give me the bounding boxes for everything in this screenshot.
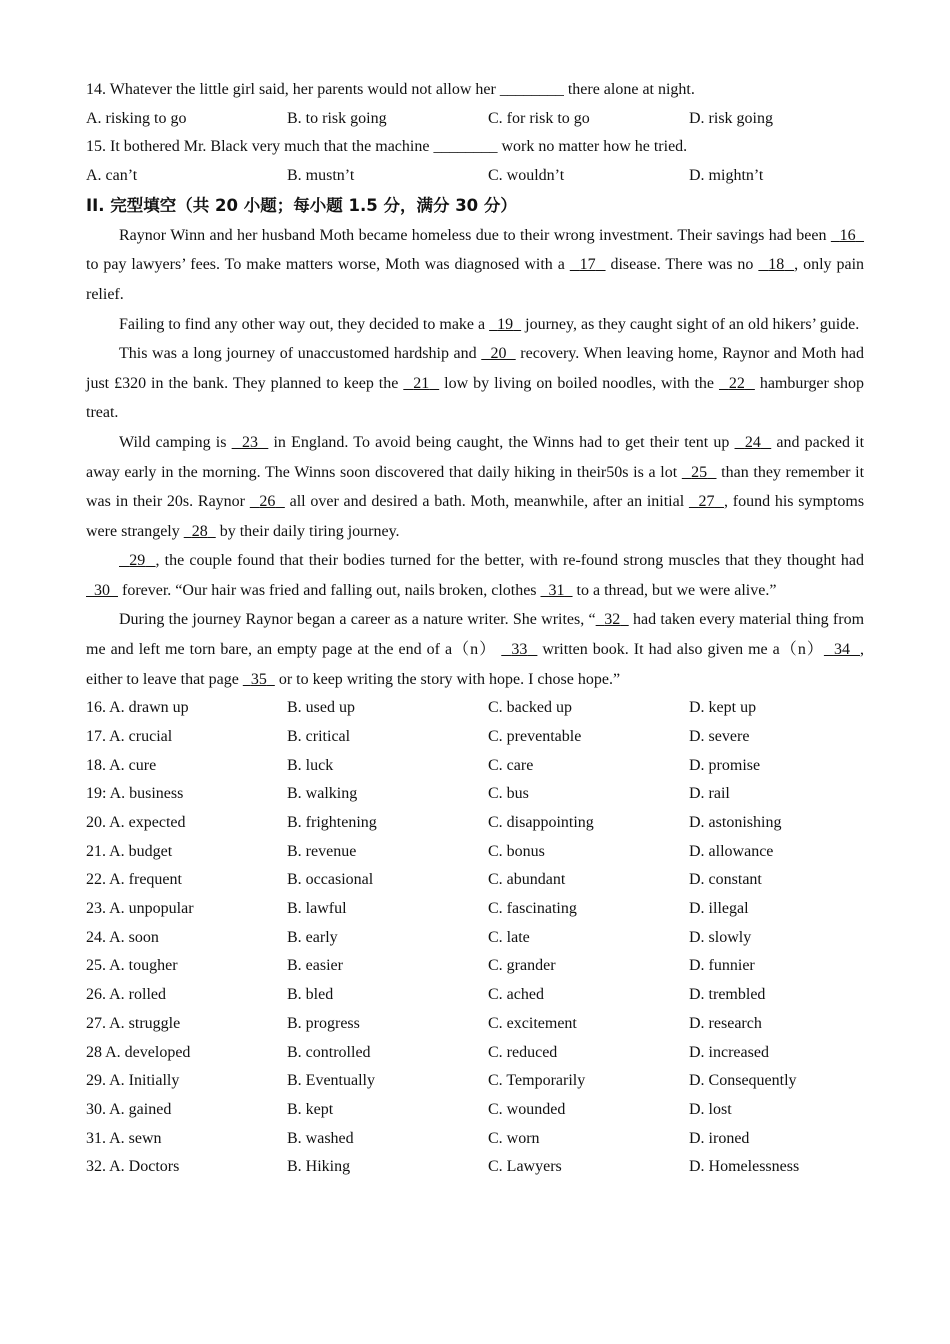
blank-29: 29 [129, 552, 146, 570]
blank-21: 21 [413, 374, 430, 392]
choice-row: 30. A. gained B. kept C. wounded D. lost [86, 1100, 732, 1118]
blank-28: 28 [191, 522, 208, 540]
blank-32: 32 [604, 611, 621, 629]
choice-row: 20. A. expected B. frightening C. disappointing D. astonishing [86, 814, 782, 831]
option-b: B. to risk going [287, 109, 387, 127]
option-c: C. for risk to go [488, 109, 590, 127]
option-d: D. mightn’t [689, 167, 764, 185]
blank-34: 34 [833, 641, 850, 659]
option-c: C. wouldn’t [488, 167, 565, 185]
choice-row: 21. A. budget B. revenue C. bonus D. allowance [86, 842, 774, 860]
choice-row: 28 A. developed B. controlled C. reduced D. increased [86, 1043, 769, 1061]
blank-23: 23 [241, 433, 258, 451]
option-a: A. can’t [86, 167, 138, 185]
choice-row: 25. A. tougher B. easier C. grander D. funnier [86, 957, 755, 975]
option-a: A. risking to go [86, 109, 187, 127]
passage-paragraph-4: Wild camping is 23 in England. To avoid being caught, the Winns had to get their tent up 24 and packed it away early in the morning. The Winns soon discovered that daily hiking in their50s is a lot 25 than they remember it was in their 20s. Raynor 26 all over and desired a bath. Moth, meanwhile, after an initial 27 , found his symptoms were strangely 28 by their daily tiring journey. [86, 433, 865, 540]
option-d: D. risk going [689, 109, 773, 127]
blank-24: 24 [744, 433, 761, 451]
question-15-stem: 15. It bothered Mr. Black very much that the machine ________ work no matter how he tried. [86, 138, 688, 156]
passage-paragraph-2: Failing to find any other way out, they decided to make a 19 journey, as they caught sight of an old hikers’ guide. [119, 315, 860, 333]
passage-paragraph-1: Raynor Winn and her husband Moth became homeless due to their wrong investment. Their savings had been 16 to pay lawyers’ fees. To make matters worse, Moth was diagnosed with a 17 disease. There was no 18 , only pain relief. [86, 226, 865, 303]
blank-26: 26 [259, 493, 276, 511]
choice-row: 27. A. struggle B. progress C. excitement D. research [86, 1014, 762, 1032]
question-14-options [86, 105, 864, 134]
exam-page [86, 76, 864, 1182]
choice-row: 16. A. drawn up B. used up C. backed up D. kept up [86, 699, 757, 717]
question-15-options [86, 162, 864, 191]
option-b: B. mustn’t [287, 167, 355, 185]
blank-22: 22 [728, 374, 745, 392]
blank-27: 27 [698, 493, 715, 511]
choice-list [86, 694, 864, 1182]
blank-25: 25 [691, 463, 708, 481]
passage-paragraph-3: This was a long journey of unaccustomed hardship and 20 recovery. When leaving home, Raynor and Moth had just £320 in the bank. They planned to keep the 21 low by living on boiled noodles, with the 22 hamburger shop treat. [86, 345, 865, 422]
choice-row: 23. A. unpopular B. lawful C. fascinating D. illegal [86, 900, 749, 918]
blank-18: 18 [768, 256, 785, 274]
choice-row: 29. A. Initially B. Eventually C. Temporarily D. Consequently [86, 1072, 797, 1090]
choice-row: 24. A. soon B. early C. late D. slowly [86, 928, 752, 946]
blank-33: 33 [511, 641, 528, 659]
blank-19: 19 [497, 315, 514, 333]
blank-17: 17 [579, 256, 596, 274]
passage-paragraph-5: 29 , the couple found that their bodies turned for the better, with re-found strong muscles that they thought had 30 forever. “Our hair was fried and falling out, nails broken, clothes 31 to a thread, but we were alive.” [86, 546, 864, 605]
choice-row: 26. A. rolled B. bled C. ached D. trembled [86, 986, 766, 1004]
blank-31: 31 [548, 581, 565, 599]
blank-16: 16 [839, 226, 856, 244]
blank-30: 30 [94, 581, 110, 599]
blank-35: 35 [250, 670, 267, 688]
choice-row: 22. A. frequent B. occasional C. abundant D. constant [86, 871, 762, 889]
choice-row: 31. A. sewn B. washed C. worn D. ironed [86, 1129, 750, 1147]
choice-row: 17. A. crucial B. critical C. preventable D. severe [86, 727, 750, 745]
passage-paragraph-6: During the journey Raynor began a career as a nature writer. She writes, “ 32 had taken every material thing from me and left me torn bare, an empty page at the end of a（n） 33 written book. It had also given me a（n） 34 , either to leave that page 35 or to keep writing the story with hope. I chose hope.” [86, 611, 865, 688]
section-heading: II. 完型填空（共 20 小题；每小题 1.5 分，满分 30 分） [86, 195, 517, 215]
choice-row: 19: A. business B. walking C. bus D. rail [86, 785, 730, 803]
blank-20: 20 [490, 345, 507, 363]
question-14-stem: 14. Whatever the little girl said, her parents would not allow her ________ there alone at night. [86, 81, 695, 98]
choice-row: 32. A. Doctors B. Hiking C. Lawyers D. Homelessness [86, 1158, 800, 1176]
choice-row: 18. A. cure B. luck C. care D. promise [86, 756, 761, 774]
